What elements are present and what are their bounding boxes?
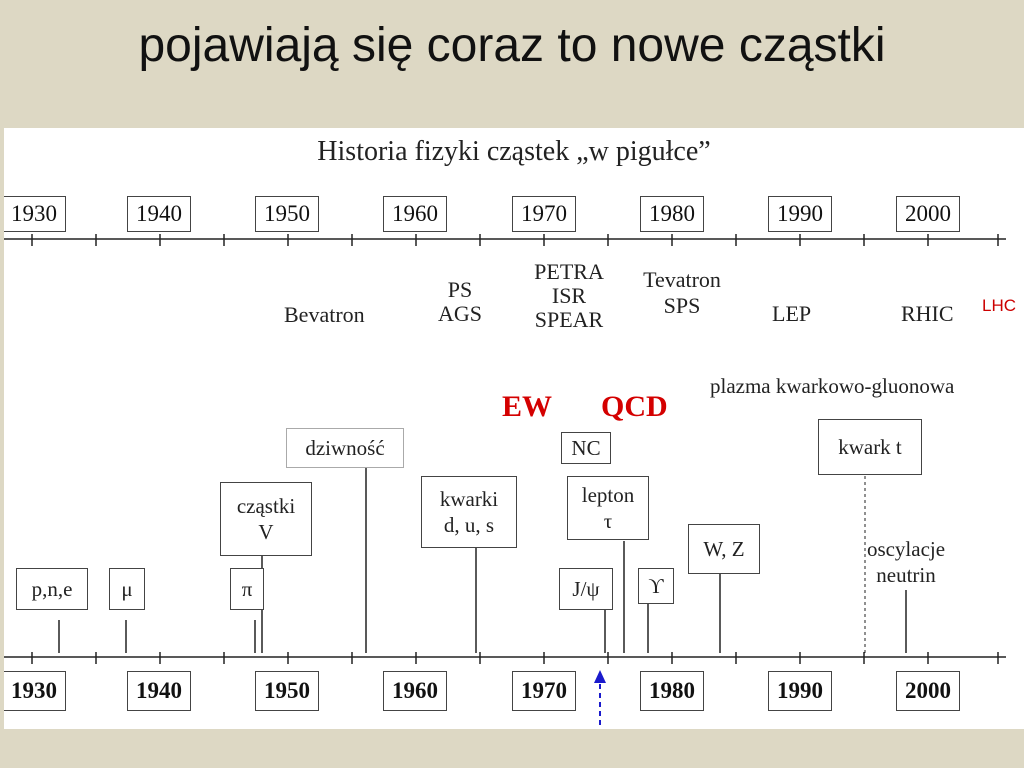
discovery-quarks-line2: d, u, s xyxy=(443,513,495,537)
year-label-bottom: 1990 xyxy=(768,671,832,711)
year-label-bottom: 2000 xyxy=(896,671,960,711)
discovery-v-line1: cząstki xyxy=(236,494,296,518)
year-label-top: 1980 xyxy=(640,196,704,232)
accelerator-bevatron: Bevatron xyxy=(284,302,365,327)
discovery-wz-bosons: W, Z xyxy=(688,524,760,574)
discovery-tau-lepton xyxy=(567,476,649,540)
discovery-osc-line1: oscylacje xyxy=(866,537,946,561)
discovery-v-line2: V xyxy=(258,520,274,544)
discovery-nc: NC xyxy=(561,432,611,464)
discovery-pne: p,n,e xyxy=(16,568,88,610)
year-label-top: 1960 xyxy=(383,196,447,232)
year-label-bottom: 1980 xyxy=(640,671,704,711)
discovery-v-particles xyxy=(220,482,312,556)
accelerator-rhic: RHIC xyxy=(901,301,954,326)
year-label-top: 1940 xyxy=(127,196,191,232)
year-label-top: 1970 xyxy=(512,196,576,232)
accelerator-sps: SPS xyxy=(663,293,701,318)
discovery-tau-line1: lepton xyxy=(581,483,635,507)
year-label-top: 1930 xyxy=(4,196,66,232)
accelerator-petra-isr-spear xyxy=(526,260,612,332)
theory-qcd: QCD xyxy=(601,390,668,423)
discovery-strangeness: dziwność xyxy=(286,428,404,468)
year-label-bottom: 1970 xyxy=(512,671,576,711)
discovery-tau-line2: τ xyxy=(603,509,613,533)
discovery-jpsi: J/ψ xyxy=(559,568,613,610)
discovery-pion: π xyxy=(230,568,264,610)
year-label-top: 1990 xyxy=(768,196,832,232)
discovery-osc-line2: neutrin xyxy=(876,563,936,587)
discovery-quarks xyxy=(421,476,517,548)
year-label-bottom: 1960 xyxy=(383,671,447,711)
accelerator-petra: PETRA xyxy=(534,259,604,284)
accelerator-ps: PS xyxy=(447,277,473,302)
accelerator-tevatron-sps xyxy=(634,268,730,318)
accelerator-ps-ags xyxy=(432,278,488,326)
accelerator-ags: AGS xyxy=(437,301,482,326)
discovery-top-quark: kwark t xyxy=(818,419,922,475)
diagram-title: Historia fizyki cząstek „w pigułce” xyxy=(317,136,711,167)
year-label-top: 1950 xyxy=(255,196,319,232)
slide-title: pojawiają się coraz to nowe cząstki xyxy=(138,19,886,72)
accelerator-tevatron: Tevatron xyxy=(643,267,721,292)
accelerator-lhc: LHC xyxy=(982,296,1017,315)
accelerator-lep: LEP xyxy=(772,301,812,326)
accelerator-isr: ISR xyxy=(551,283,587,308)
accelerator-spear: SPEAR xyxy=(534,307,604,332)
discovery-muon: μ xyxy=(109,568,145,610)
history-diagram xyxy=(4,128,1024,729)
theory-ew: EW xyxy=(502,390,553,423)
year-label-bottom: 1940 xyxy=(127,671,191,711)
year-label-bottom: 1950 xyxy=(255,671,319,711)
discovery-upsilon: ϒ xyxy=(638,568,674,604)
year-label-top: 2000 xyxy=(896,196,960,232)
discovery-quarks-line1: kwarki xyxy=(439,487,499,511)
quark-gluon-plasma-label: plazma kwarkowo-gluonowa xyxy=(710,374,955,398)
discovery-neutrino-oscillations xyxy=(858,534,954,590)
year-label-bottom: 1930 xyxy=(4,671,66,711)
